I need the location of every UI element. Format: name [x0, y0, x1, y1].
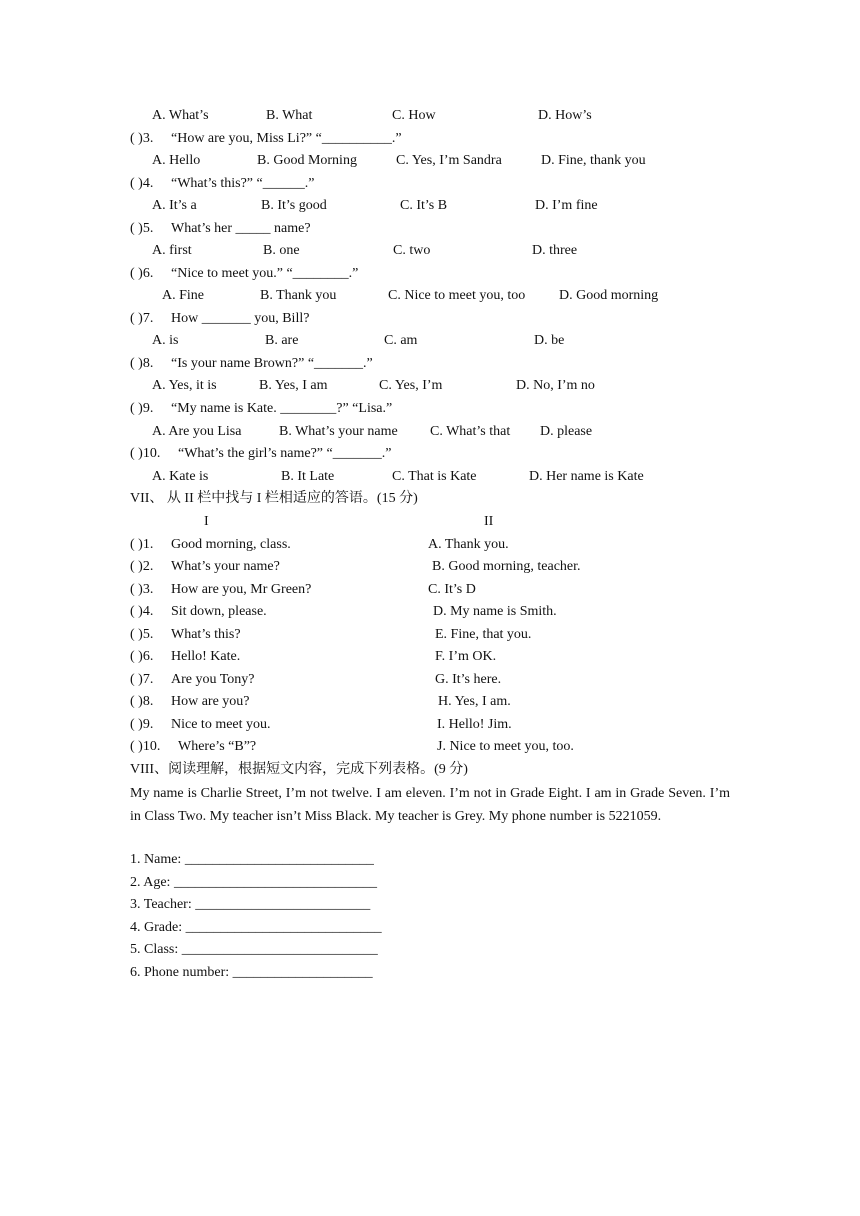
mc-option: B. one	[263, 243, 300, 258]
match-number: ( )8.	[130, 694, 154, 709]
match-number: ( )6.	[130, 649, 154, 664]
mc-option: A. Kate is	[152, 469, 209, 484]
mc-option: B. Yes, I am	[259, 378, 328, 393]
mc-option: A. Are you Lisa	[152, 424, 242, 439]
question-number: ( )3.	[130, 131, 154, 146]
match-question: Good morning, class.	[171, 537, 291, 552]
question-number: ( )7.	[130, 311, 154, 326]
question-number: ( )9.	[130, 401, 154, 416]
question-stem: “What’s the girl’s name?” “_______.”	[178, 446, 392, 461]
question-number: ( )10.	[130, 446, 161, 461]
mc-option: B. What	[266, 108, 313, 123]
mc-option: A. Yes, it is	[152, 378, 217, 393]
match-answer: C. It’s D	[428, 582, 476, 597]
mc-option: D. three	[532, 243, 578, 258]
question-stem: What’s her _____ name?	[171, 221, 311, 236]
form-field-age: 2. Age: _____________________________	[130, 875, 377, 890]
question-stem: “How are you, Miss Li?” “__________.”	[171, 131, 402, 146]
mc-option: B. are	[265, 333, 299, 348]
mc-option: D. Fine, thank you	[541, 153, 646, 168]
match-answer: F. I’m OK.	[435, 649, 497, 664]
mc-option: D. How’s	[538, 108, 592, 123]
mc-option: B. What’s your name	[279, 424, 398, 439]
form-field-teacher: 3. Teacher: _________________________	[130, 897, 371, 912]
match-question: Where’s “B”?	[178, 739, 257, 754]
mc-option: C. That is Kate	[392, 469, 477, 484]
question-number: ( )6.	[130, 266, 154, 281]
match-number: ( )5.	[130, 627, 154, 642]
question-stem: “My name is Kate. ________?” “Lisa.”	[171, 401, 393, 416]
mc-option: A. Hello	[152, 153, 201, 168]
mc-option: B. Thank you	[260, 288, 337, 303]
mc-option: C. Yes, I’m	[379, 378, 443, 393]
match-answer: J. Nice to meet you, too.	[437, 739, 574, 754]
question-stem: “Nice to meet you.” “________.”	[171, 266, 359, 281]
mc-option: C. Nice to meet you, too	[388, 288, 526, 303]
mc-option: B. It’s good	[261, 198, 327, 213]
form-field-phone: 6. Phone number: ____________________	[130, 965, 373, 980]
match-number: ( )4.	[130, 604, 154, 619]
question-stem: “Is your name Brown?” “_______.”	[171, 356, 373, 371]
mc-option: A. What’s	[152, 108, 209, 123]
mc-option: C. It’s B	[400, 198, 448, 213]
match-question: Are you Tony?	[171, 672, 255, 687]
mc-option: C. Yes, I’m Sandra	[396, 153, 502, 168]
match-answer: E. Fine, that you.	[435, 627, 532, 642]
mc-option: A. first	[152, 243, 192, 258]
match-question: What’s your name?	[171, 559, 280, 574]
column-header-ii: II	[484, 514, 494, 529]
form-field-name: 1. Name: ___________________________	[130, 852, 374, 867]
mc-option: C. two	[393, 243, 431, 258]
match-number: ( )9.	[130, 717, 154, 732]
reading-passage: My name is Charlie Street, I’m not twelve. I am eleven. I’m not in Grade Eight. I am in Grade Seven. I’m in Class Two. My teacher isn’t Miss Black. My teacher is Grey. My phone number is 5221059.	[130, 786, 730, 824]
question-stem: How _______ you, Bill?	[171, 311, 310, 326]
match-number: ( )7.	[130, 672, 154, 687]
mc-option: C. am	[384, 333, 418, 348]
mc-option: A. is	[152, 333, 179, 348]
form-field-class: 5. Class: ____________________________	[130, 942, 378, 957]
mc-option: D. No, I’m no	[516, 378, 595, 393]
mc-option: D. I’m fine	[535, 198, 598, 213]
mc-option: C. How	[392, 108, 436, 123]
match-answer: I. Hello! Jim.	[437, 717, 512, 732]
mc-option: B. Good Morning	[257, 153, 357, 168]
match-answer: H. Yes, I am.	[438, 694, 511, 709]
match-question: What’s this?	[171, 627, 241, 642]
question-number: ( )8.	[130, 356, 154, 371]
match-number: ( )1.	[130, 537, 154, 552]
mc-option: D. Good morning	[559, 288, 659, 303]
match-answer: G. It’s here.	[435, 672, 502, 687]
question-number: ( )5.	[130, 221, 154, 236]
question-stem: “What’s this?” “______.”	[171, 176, 315, 191]
column-header-i: I	[204, 514, 209, 529]
match-number: ( )2.	[130, 559, 154, 574]
match-answer: A. Thank you.	[428, 537, 509, 552]
match-question: Nice to meet you.	[171, 717, 271, 732]
mc-option: C. What’s that	[430, 424, 511, 439]
match-answer: D. My name is Smith.	[433, 604, 557, 619]
match-question: How are you?	[171, 694, 250, 709]
mc-option: A. Fine	[162, 288, 204, 303]
match-question: Sit down, please.	[171, 604, 267, 619]
match-number: ( )3.	[130, 582, 154, 597]
match-question: How are you, Mr Green?	[171, 582, 312, 597]
section-title: VII、 从 II 栏中找与 I 栏相适应的答语。(15 分)	[130, 491, 418, 506]
mc-option: B. It Late	[281, 469, 335, 484]
mc-option: D. be	[534, 333, 565, 348]
mc-option: D. Her name is Kate	[529, 469, 644, 484]
section-title: VIII、阅读理解，根据短文内容，完成下列表格。(9 分)	[130, 762, 468, 777]
match-question: Hello! Kate.	[171, 649, 241, 664]
question-number: ( )4.	[130, 176, 154, 191]
form-field-grade: 4. Grade: ____________________________	[130, 920, 382, 935]
match-answer: B. Good morning, teacher.	[432, 559, 581, 574]
mc-option: A. It’s a	[152, 198, 197, 213]
match-number: ( )10.	[130, 739, 161, 754]
mc-option: D. please	[540, 424, 593, 439]
